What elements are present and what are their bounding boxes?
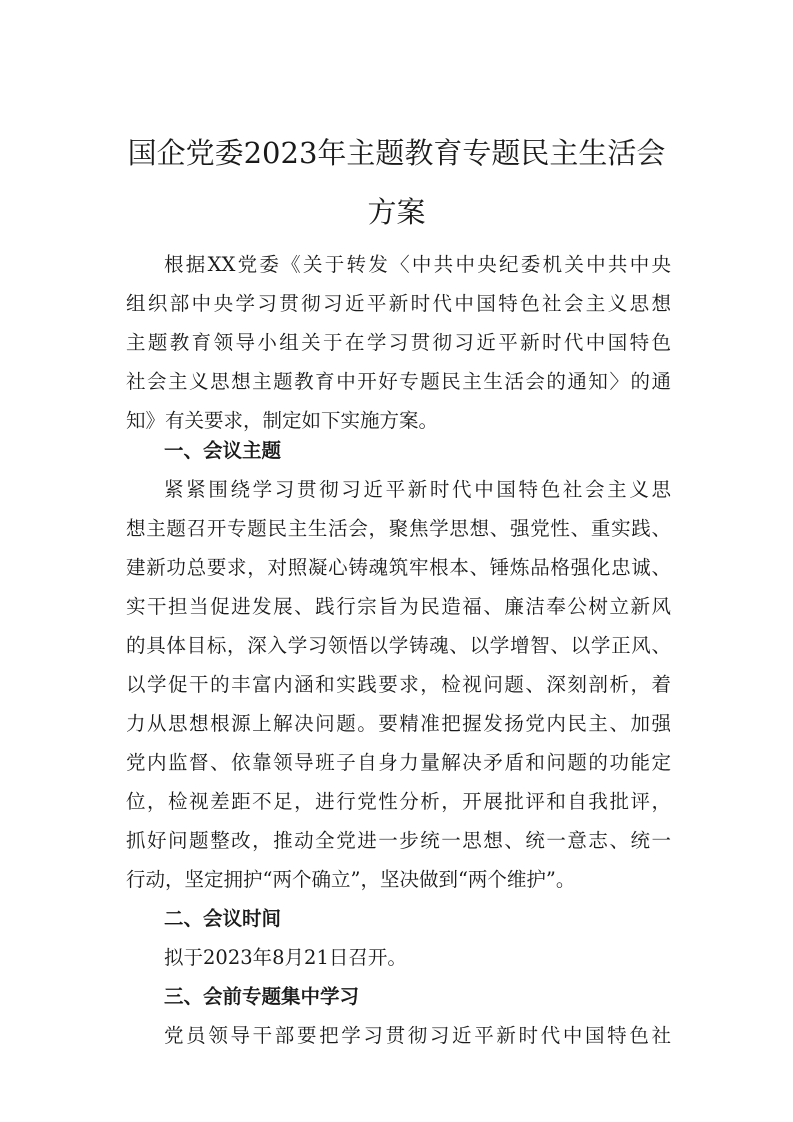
section2-line: 拟于2023年8月21日召开。 xyxy=(164,946,407,969)
section1-line: 抓好问题整改，推动全党进一步统一思想、统一意志、统一 xyxy=(126,829,671,852)
section-heading-meeting-time: 二、会议时间 xyxy=(164,907,282,930)
section1-line: 实干担当促进发展、践行宗旨为民造福、廉洁奉公树立新风 xyxy=(126,595,671,618)
intro-line: 组织部中央学习贯彻习近平新时代中国特色社会主义思想 xyxy=(126,292,671,315)
section1-line: 的具体目标，深入学习领悟以学铸魂、以学增智、以学正风、 xyxy=(126,634,671,657)
intro-line: 社会主义思想主题教育中开好专题民主生活会的通知〉的通 xyxy=(126,370,671,393)
section1-line: 紧紧围绕学习贯彻习近平新时代中国特色社会主义思 xyxy=(164,478,671,501)
section1-line: 想主题召开专题民主生活会，聚焦学思想、强党性、重实践、 xyxy=(126,517,671,540)
section1-line: 位，检视差距不足，进行党性分析，开展批评和自我批评， xyxy=(126,790,671,813)
document-title-line-2: 方案 xyxy=(367,195,426,229)
intro-line: 主题教育领导小组关于在学习贯彻习近平新时代中国特色 xyxy=(126,331,671,354)
section1-line: 力从思想根源上解决问题。要精准把握发扬党内民主、加强 xyxy=(126,712,671,735)
intro-line: 根据XX党委《关于转发〈中共中央纪委机关中共中央 xyxy=(164,253,671,276)
intro-line: 知》有关要求，制定如下实施方案。 xyxy=(126,409,439,432)
section1-line: 行动，坚定拥护“两个确立”，坚决做到“两个维护”。 xyxy=(126,868,576,891)
section1-line: 以学促干的丰富内涵和实践要求，检视问题、深刻剖析，着 xyxy=(126,673,671,696)
section-heading-pre-meeting-study: 三、会前专题集中学习 xyxy=(164,985,360,1008)
document-title-line-1: 国企党委2023年主题教育专题民主生活会 xyxy=(127,136,666,170)
section1-line: 党内监督、依靠领导班子自身力量解决矛盾和问题的功能定 xyxy=(126,751,671,774)
section3-line: 党员领导干部要把学习贯彻习近平新时代中国特色社 xyxy=(164,1024,671,1047)
section-heading-meeting-theme: 一、会议主题 xyxy=(164,439,282,462)
section1-line: 建新功总要求，对照凝心铸魂筑牢根本、锤炼品格强化忠诚、 xyxy=(126,556,671,579)
